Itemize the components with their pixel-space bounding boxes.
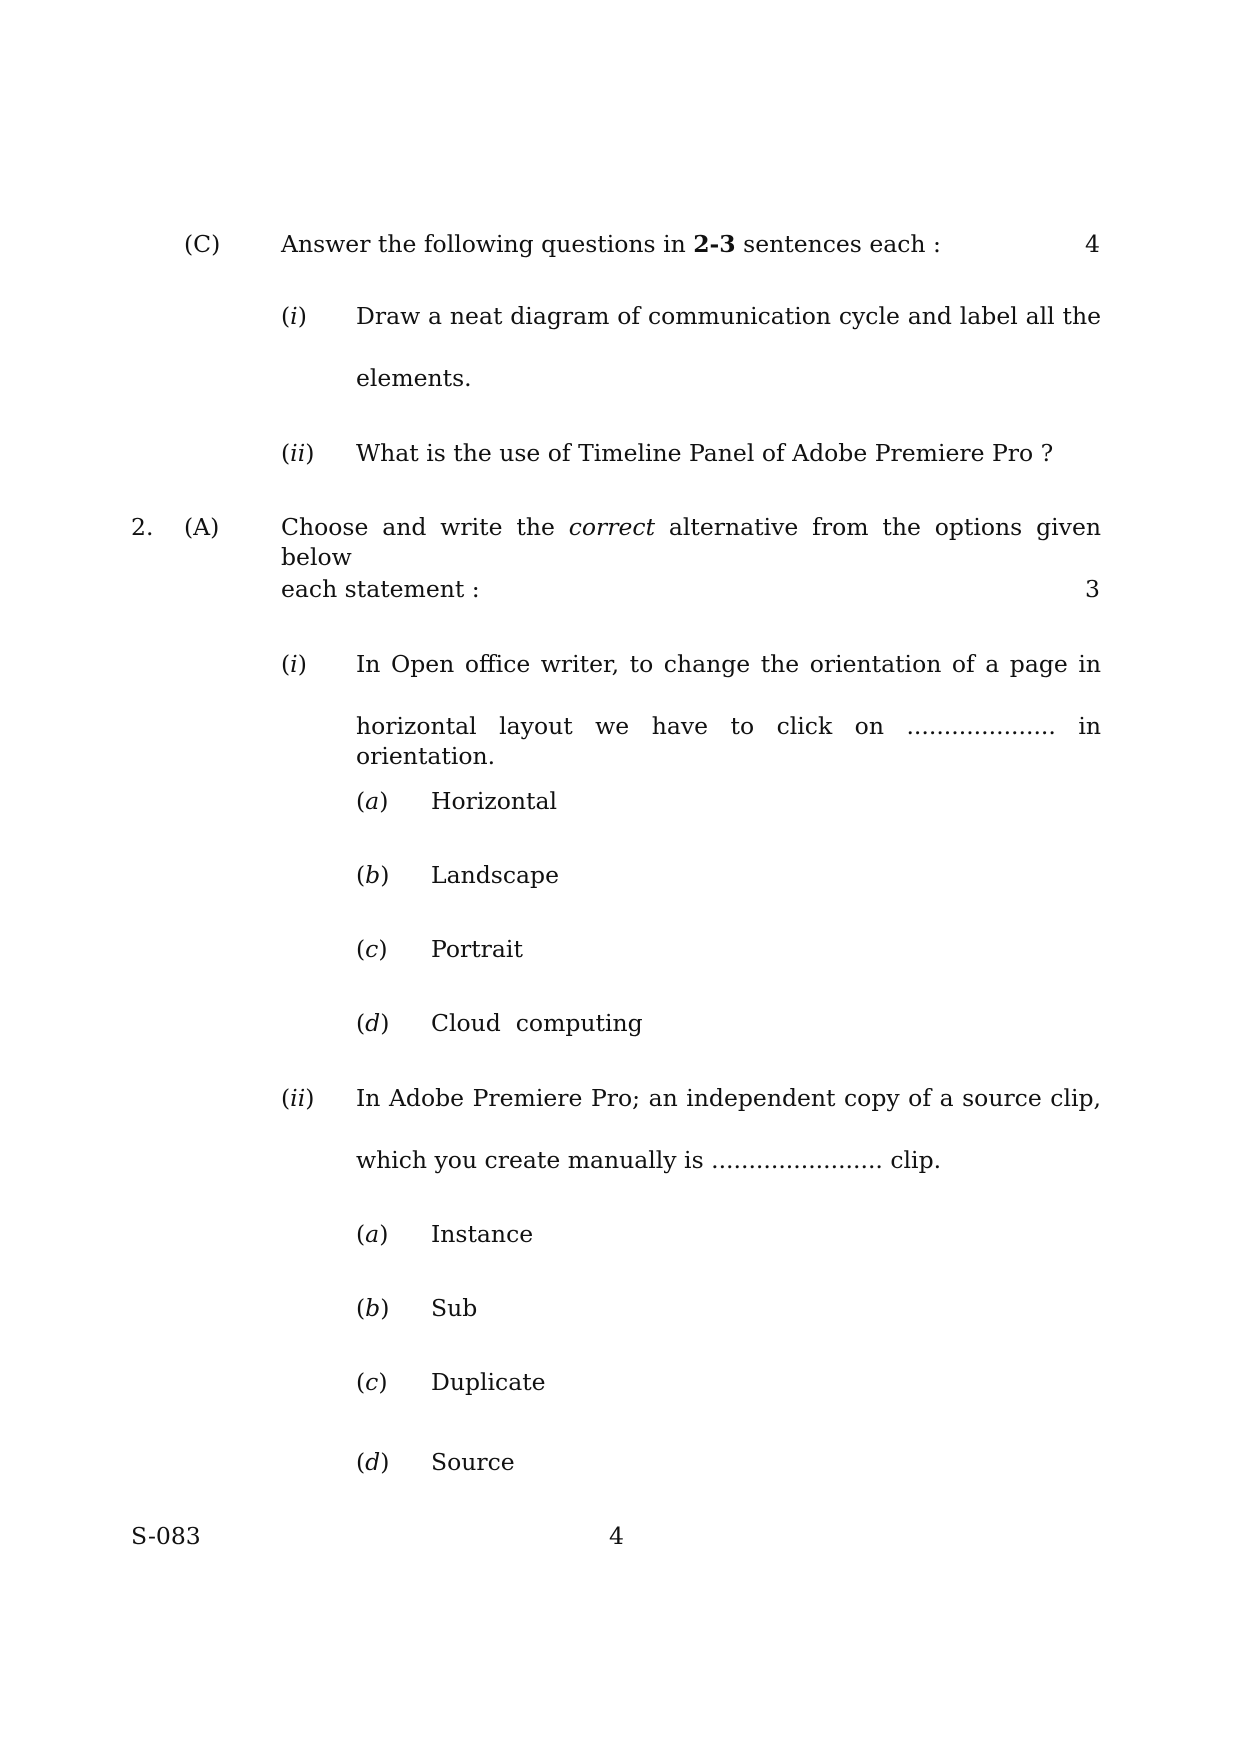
option-a-i-b: Landscape [431,861,559,889]
page-number: 4 [609,1522,624,1550]
option-a-ii-d: Source [431,1448,515,1476]
option-marker-a-ii-c: (c) [356,1368,388,1396]
section-c-instruction [281,229,941,259]
part-a-label: (A) [184,513,220,541]
section-c-marks: 4 [1085,230,1100,258]
question-a-i-line1: In Open office writer, to change the orientation of a page in [356,650,1101,678]
paper-code: S-083 [131,1522,201,1550]
option-a-ii-c: Duplicate [431,1368,546,1396]
section-c-instruction-pre: Answer the following questions in [281,230,694,258]
option-a-ii-b: Sub [431,1294,478,1322]
option-marker-a-i-c: (c) [356,935,388,963]
option-marker-a-ii-b: (b) [356,1294,390,1322]
question-a-ii-line2: which you create manually is ....................... clip. [356,1146,942,1174]
part-a-marks: 3 [1085,575,1100,603]
section-c-instruction-post: sentences each : [735,230,941,258]
option-marker-a-i-b: (b) [356,861,390,889]
option-a-ii-a: Instance [431,1220,534,1248]
option-marker-a-i-d: (d) [356,1009,390,1037]
question-c-i-line1: Draw a neat diagram of communication cycle and label all the [356,302,1101,330]
question-c-ii-line1: What is the use of Timeline Panel of Adobe Premiere Pro ? [356,439,1054,467]
option-marker-a-i-a: (a) [356,787,389,815]
option-a-i-a: Horizontal [431,787,558,815]
question-c-i-line2: elements. [356,364,472,392]
option-a-i-d: Cloud computing [431,1009,643,1037]
question-2-number: 2. [131,513,154,541]
part-a-instruction-line1: Choose and write the correct alternative from the options given below [281,513,1101,571]
item-marker-c-ii: (ii) [281,439,315,467]
item-marker-a-ii: (ii) [281,1084,315,1112]
section-c-label: (C) [184,230,221,258]
item-marker-c-i: (i) [281,302,307,330]
item-marker-a-i: (i) [281,650,307,678]
section-c-instruction-bold: 2-3 [693,230,736,258]
option-marker-a-ii-d: (d) [356,1448,390,1476]
part-a-instruction-line2: each statement : [281,575,480,603]
option-a-i-c: Portrait [431,935,523,963]
question-a-i-line2: horizontal layout we have to click on .................... in orientation. [356,712,1101,770]
option-marker-a-ii-a: (a) [356,1220,389,1248]
question-a-ii-line1: In Adobe Premiere Pro; an independent copy of a source clip, [356,1084,1101,1112]
